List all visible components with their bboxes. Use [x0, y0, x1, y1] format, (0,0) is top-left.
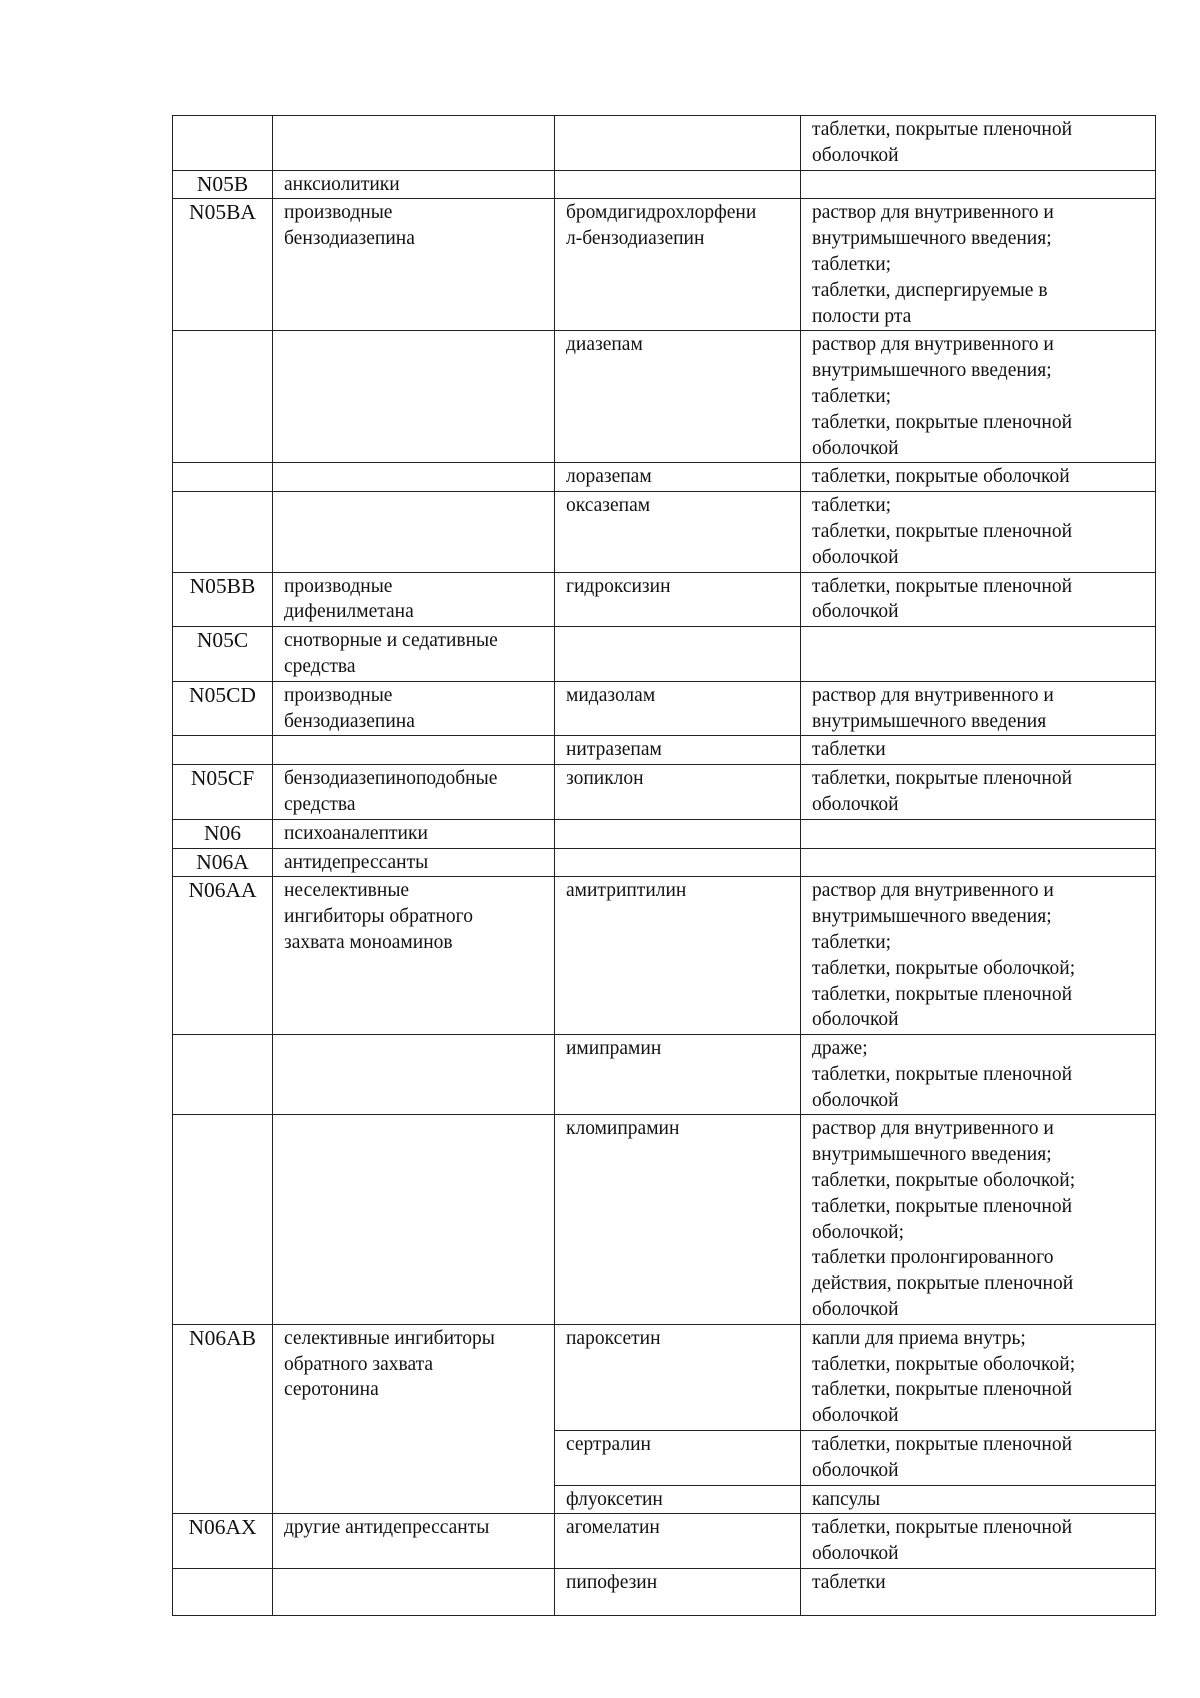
group-name-cell	[273, 116, 555, 171]
dosage-forms-cell: таблетки, покрытые оболочкой	[801, 463, 1156, 492]
drug-classification-table	[172, 115, 1156, 1616]
drug-name-cell: лоразепам	[555, 463, 801, 492]
drug-name-cell	[555, 116, 801, 171]
dosage-forms-cell	[801, 627, 1156, 682]
dosage-forms-cell: таблетки	[801, 1569, 1156, 1616]
drug-name-cell: имипрамин	[555, 1035, 801, 1115]
drug-name-cell: сертралин	[555, 1431, 801, 1486]
table-row	[173, 877, 1156, 1035]
atc-code-cell: N05CD	[173, 681, 273, 736]
group-name-cell: производные бензодиазепина	[273, 199, 555, 331]
drug-name-cell: нитразепам	[555, 736, 801, 765]
atc-code-cell	[173, 331, 273, 463]
drug-name-cell: оксазепам	[555, 492, 801, 572]
table-row	[173, 848, 1156, 877]
group-name-cell	[273, 463, 555, 492]
group-name-cell	[273, 1035, 555, 1115]
table-row	[173, 1115, 1156, 1324]
group-name-cell: производные бензодиазепина	[273, 681, 555, 736]
group-name-cell: селективные ингибиторы обратного захвата серотонина	[273, 1324, 555, 1514]
dosage-forms-cell: драже; таблетки, покрытые пленочной оболочкой	[801, 1035, 1156, 1115]
table-row	[173, 1569, 1156, 1616]
table-row	[173, 170, 1156, 199]
table-row	[173, 572, 1156, 627]
drug-name-cell: пароксетин	[555, 1324, 801, 1430]
atc-code-cell	[173, 1115, 273, 1324]
dosage-forms-cell	[801, 170, 1156, 199]
group-name-cell	[273, 1115, 555, 1324]
atc-code-cell: N06AB	[173, 1324, 273, 1514]
atc-code-cell	[173, 492, 273, 572]
drug-name-cell: пипофезин	[555, 1569, 801, 1616]
dosage-forms-cell: таблетки, покрытые пленочной оболочкой	[801, 116, 1156, 171]
dosage-forms-cell: таблетки, покрытые пленочной оболочкой	[801, 765, 1156, 820]
atc-code-cell: N06AX	[173, 1514, 273, 1569]
dosage-forms-cell	[801, 819, 1156, 848]
table-row	[173, 116, 1156, 171]
dosage-forms-cell: таблетки, покрытые пленочной оболочкой	[801, 1514, 1156, 1569]
drug-name-cell: кломипрамин	[555, 1115, 801, 1324]
drug-name-cell: зопиклон	[555, 765, 801, 820]
drug-name-cell: бромдигидрохлорфени л-бензодиазепин	[555, 199, 801, 331]
drug-name-cell: амитриптилин	[555, 877, 801, 1035]
group-name-cell: другие антидепрессанты	[273, 1514, 555, 1569]
dosage-forms-cell: раствор для внутривенного и внутримышечного введения; таблетки; таблетки, покрытые пленочной оболочкой	[801, 331, 1156, 463]
drug-name-cell	[555, 848, 801, 877]
table-row	[173, 765, 1156, 820]
dosage-forms-cell: раствор для внутривенного и внутримышечного введения	[801, 681, 1156, 736]
drug-name-cell	[555, 627, 801, 682]
drug-name-cell: агомелатин	[555, 1514, 801, 1569]
group-name-cell: снотворные и седативные средства	[273, 627, 555, 682]
atc-code-cell: N06A	[173, 848, 273, 877]
group-name-cell	[273, 736, 555, 765]
group-name-cell: неселективные ингибиторы обратного захвата моноаминов	[273, 877, 555, 1035]
group-name-cell: анксиолитики	[273, 170, 555, 199]
drug-name-cell	[555, 170, 801, 199]
drug-name-cell: флуоксетин	[555, 1485, 801, 1514]
table-row	[173, 199, 1156, 331]
atc-code-cell	[173, 736, 273, 765]
atc-code-cell	[173, 1569, 273, 1616]
dosage-forms-cell: раствор для внутривенного и внутримышечного введения; таблетки; таблетки, покрытые оболочкой; таблетки, покрытые пленочной оболочкой	[801, 877, 1156, 1035]
group-name-cell: психоаналептики	[273, 819, 555, 848]
atc-code-cell: N05BA	[173, 199, 273, 331]
atc-code-cell: N05BB	[173, 572, 273, 627]
atc-code-cell: N05CF	[173, 765, 273, 820]
dosage-forms-cell: таблетки	[801, 736, 1156, 765]
table-body	[173, 116, 1156, 1616]
table-row	[173, 1514, 1156, 1569]
table-row	[173, 819, 1156, 848]
group-name-cell	[273, 492, 555, 572]
drug-name-cell: гидроксизин	[555, 572, 801, 627]
drug-name-cell: мидазолам	[555, 681, 801, 736]
dosage-forms-cell: раствор для внутривенного и внутримышечного введения; таблетки; таблетки, диспергируемые в полости рта	[801, 199, 1156, 331]
group-name-cell	[273, 1569, 555, 1616]
table-row	[173, 681, 1156, 736]
drug-name-cell	[555, 819, 801, 848]
dosage-forms-cell: капсулы	[801, 1485, 1156, 1514]
table-row	[173, 736, 1156, 765]
dosage-forms-cell: капли для приема внутрь; таблетки, покрытые оболочкой; таблетки, покрытые пленочной оболочкой	[801, 1324, 1156, 1430]
table-row	[173, 1324, 1156, 1430]
drug-name-cell: диазепам	[555, 331, 801, 463]
dosage-forms-cell: раствор для внутривенного и внутримышечного введения; таблетки, покрытые оболочкой; таблетки, покрытые пленочной оболочкой; таблетки пролонгированного действия, покрытые пленочной оболочкой	[801, 1115, 1156, 1324]
table-row	[173, 463, 1156, 492]
atc-code-cell	[173, 463, 273, 492]
table-row	[173, 1035, 1156, 1115]
dosage-forms-cell	[801, 848, 1156, 877]
dosage-forms-cell: таблетки; таблетки, покрытые пленочной оболочкой	[801, 492, 1156, 572]
dosage-forms-cell: таблетки, покрытые пленочной оболочкой	[801, 1431, 1156, 1486]
table-row	[173, 492, 1156, 572]
atc-code-cell	[173, 1035, 273, 1115]
atc-code-cell: N06	[173, 819, 273, 848]
group-name-cell: бензодиазепиноподобные средства	[273, 765, 555, 820]
atc-code-cell: N06AA	[173, 877, 273, 1035]
group-name-cell: производные дифенилметана	[273, 572, 555, 627]
group-name-cell	[273, 331, 555, 463]
atc-code-cell	[173, 116, 273, 171]
atc-code-cell: N05B	[173, 170, 273, 199]
table-row	[173, 331, 1156, 463]
table-row	[173, 627, 1156, 682]
dosage-forms-cell: таблетки, покрытые пленочной оболочкой	[801, 572, 1156, 627]
atc-code-cell: N05C	[173, 627, 273, 682]
group-name-cell: антидепрессанты	[273, 848, 555, 877]
